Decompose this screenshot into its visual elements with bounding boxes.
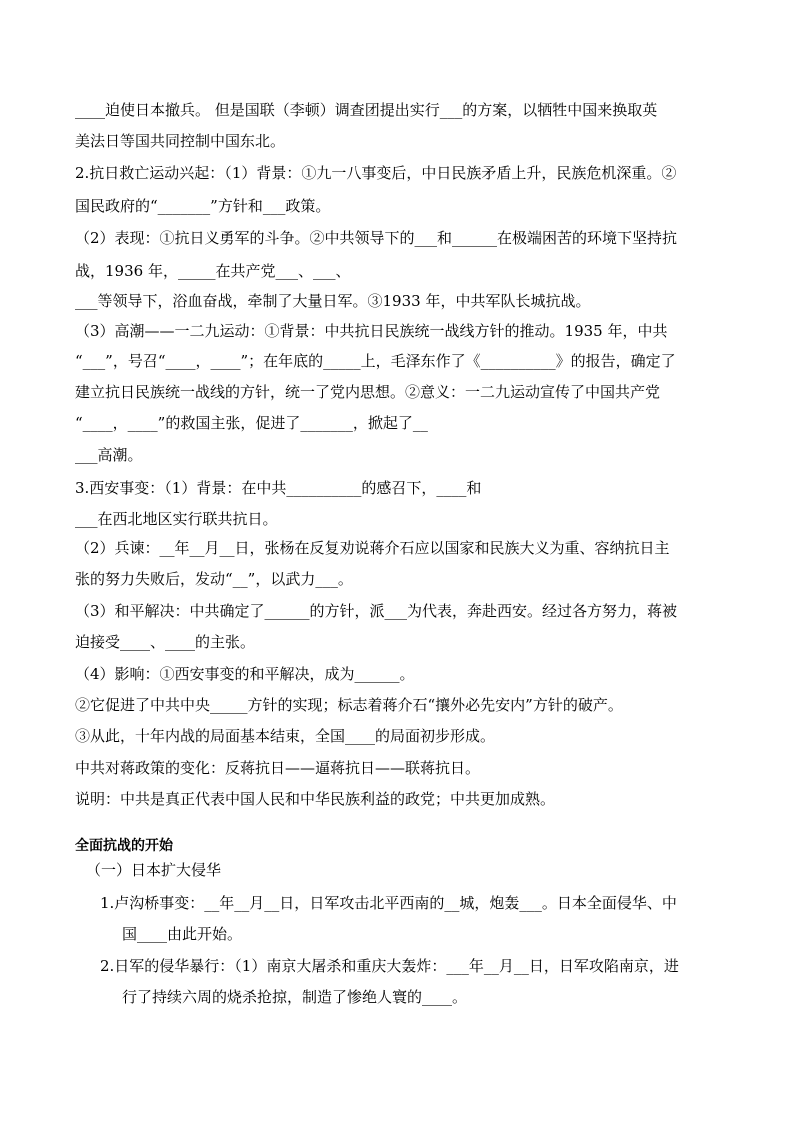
text-line-11: “____，____”的救国主张，促进了_______，掀起了__ xyxy=(75,414,428,432)
section-item-line-3: 2.日军的侵华暴行：（1）南京大屠杀和重庆大轰炸：___年__月__日，日军攻陷南京，进 xyxy=(100,957,679,975)
text-line-20: ②它促进了中共中央_____方针的实现；标志着蒋介石“攘外必先安内”方针的破产。 xyxy=(75,696,623,714)
section-item-line-2: 国____由此开始。 xyxy=(122,925,243,943)
section-subheading: （一）日本扩大侵华 xyxy=(86,861,222,879)
text-line-4: 国民政府的“_______”方针和___政策。 xyxy=(75,197,331,215)
text-line-19: （4）影响：①西安事变的和平解决，成为______。 xyxy=(75,665,415,683)
text-line-9: “___”，号召“____，____”；在年底的_____上，毛泽东作了《__________》的报告，确定了 xyxy=(75,352,676,370)
text-line-23: 说明：中共是真正代表中国人民和中华民族利益的政党；中共更加成熟。 xyxy=(75,790,556,808)
text-line-5: （2）表现：①抗日义勇军的斗争。②中共领导下的___和______在极端困苦的环境下坚持抗 xyxy=(75,229,678,247)
text-line-1: ____迫使日本撤兵。 但是国联（李顿）调查团提出实行___的方案，以牺牲中国来换取英 xyxy=(75,101,658,119)
text-line-21: ③从此，十年内战的局面基本结束，全国____的局面初步形成。 xyxy=(75,727,496,745)
text-line-17: （3）和平解决：中共确定了______的方针，派___为代表，奔赴西安。经过各方努力，蒋被 xyxy=(75,602,678,620)
section-item-line-4: 行了持续六周的烧杀抢掠，制造了惨绝人寰的____。 xyxy=(122,988,468,1006)
text-line-10: 建立抗日民族统一战线的方针，统一了党内思想。②意义：一二九运动宣传了中国共产党 xyxy=(75,383,661,401)
text-line-16: 张的努力失败后，发动“__”，以武力___。 xyxy=(75,570,353,588)
text-line-6: 战，1936 年，_____在共产党___、___、 xyxy=(75,262,351,280)
text-line-15: （2）兵谏：__年__月__日，张杨在反复劝说蒋介石应以国家和民族大义为重、容纳抗日主 xyxy=(75,539,670,557)
text-line-7: ___等领导下，浴血奋战，牵制了大量日军。③1933 年，中共军队长城抗战。 xyxy=(75,292,591,310)
section-heading: 全面抗战的开始 xyxy=(75,838,173,854)
text-line-2: 美法日等国共同控制中国东北。 xyxy=(75,132,286,150)
text-line-8: （3）高潮——一二九运动：①背景：中共抗日民族统一战线方针的推动。1935 年，中共 xyxy=(75,322,668,340)
text-line-14: ___在西北地区实行联共抗日。 xyxy=(75,510,278,528)
text-line-18: 迫接受____、____的主张。 xyxy=(75,633,256,651)
text-line-22: 中共对蒋政策的变化：反蒋抗日——逼蒋抗日——联蒋抗日。 xyxy=(75,759,481,777)
text-line-12: ___高潮。 xyxy=(75,446,143,464)
text-line-13: 3.西安事变：（1）背景：在中共__________的感召下，____和 xyxy=(75,479,482,497)
section-item-line-1: 1.卢沟桥事变：__年__月__日，日军攻击北平西南的__城，炮轰___。日本全面侵华、中 xyxy=(100,894,677,912)
text-line-3: 2.抗日救亡运动兴起：（1）背景：①九一八事变后，中日民族矛盾上升，民族危机深重。② xyxy=(75,164,677,182)
